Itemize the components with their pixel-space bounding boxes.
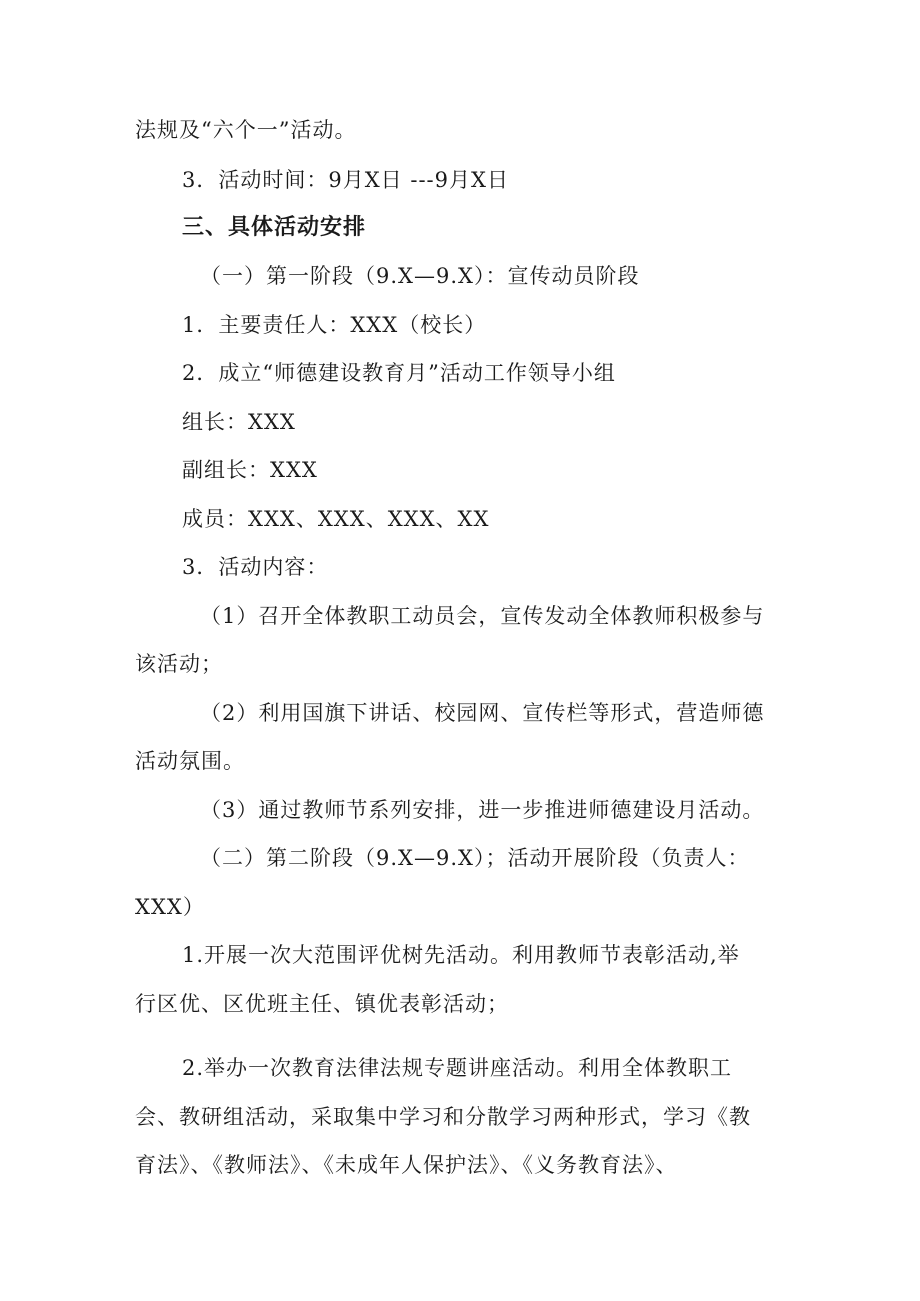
text-line: 成员：XXX、XXX、XXX、XX xyxy=(182,507,490,531)
text-line: 会、教研组活动，采取集中学习和分散学习两种形式，学习《教 xyxy=(135,1105,751,1129)
text-line: 法规及“六个一”活动。 xyxy=(135,118,357,142)
text-line: （1）召开全体教职工动员会，宣传发动全体教师积极参与 xyxy=(200,604,765,628)
text-line: 育法》、《教师法》、《未成年人保护法》、《义务教育法》、 xyxy=(135,1153,678,1177)
text-line: 2．成立“师德建设教育月”活动工作领导小组 xyxy=(182,361,616,385)
text-line: 3．活动内容： xyxy=(182,555,329,579)
text-line: 行区优、区优班主任、镇优表彰活动； xyxy=(135,992,509,1016)
text-line: 该活动； xyxy=(135,652,223,676)
text-line: 副组长：XXX xyxy=(182,458,318,482)
subsection-heading: （一）第一阶段（9.X—9.X）：宣传动员阶段 xyxy=(200,264,640,288)
text-line: 活动氛围。 xyxy=(135,749,245,773)
text-line: 3．活动时间：9月X日 ---9月X日 xyxy=(182,168,509,192)
text-line: 组长：XXX xyxy=(182,410,296,434)
text-line: 2.举办一次教育法律法规专题讲座活动。利用全体教职工 xyxy=(182,1056,733,1080)
text-line: XXX） xyxy=(135,895,205,919)
section-heading: 三、具体活动安排 xyxy=(182,215,367,240)
text-line: 1．主要责任人：XXX（校长） xyxy=(182,313,487,337)
text-line: （2）利用国旗下讲话、校园网、宣传栏等形式，营造师德 xyxy=(200,701,765,725)
text-line: （3）通过教师节系列安排，进一步推进师德建设月活动。 xyxy=(200,798,765,822)
subsection-heading: （二）第二阶段（9.X—9.X）；活动开展阶段（负责人： xyxy=(200,846,750,870)
text-line: 1.开展一次大范围评优树先活动。利用教师节表彰活动,举 xyxy=(182,943,740,967)
